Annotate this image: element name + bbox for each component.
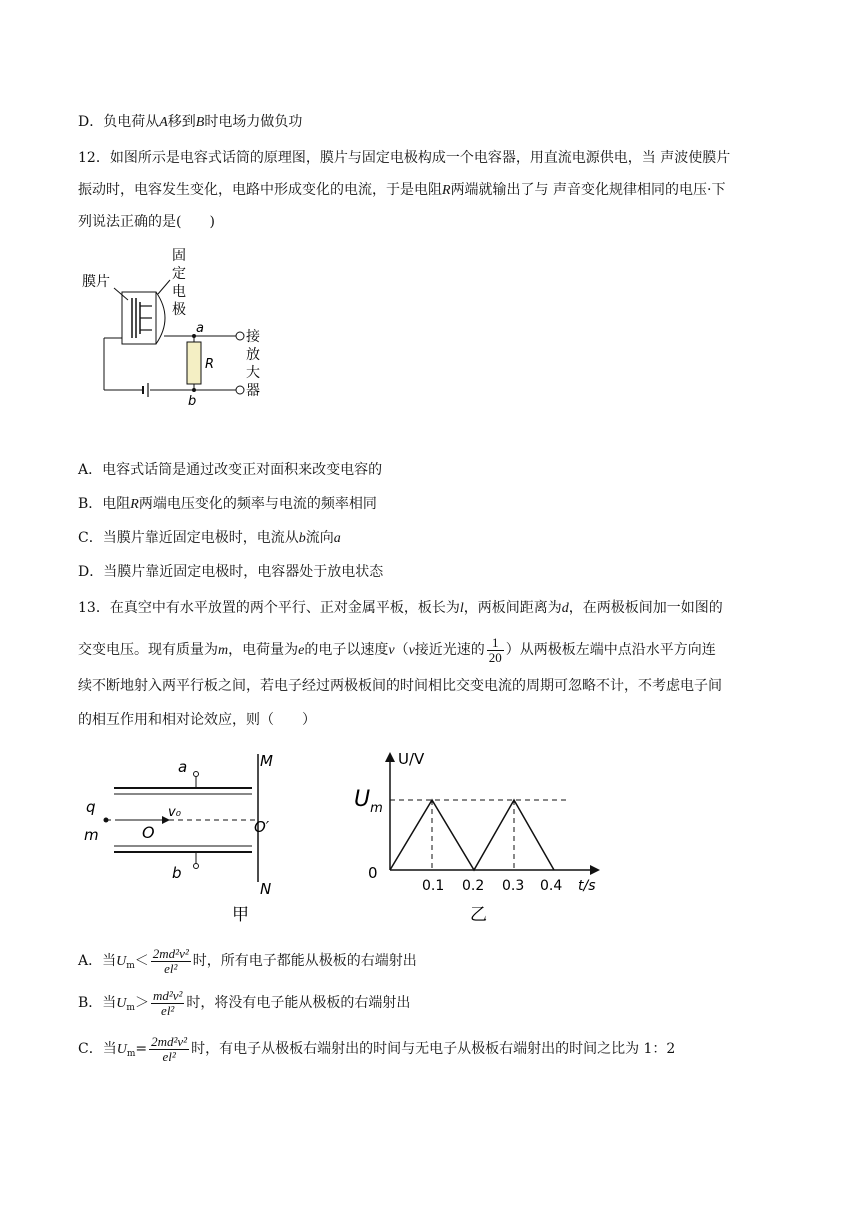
screen-M-label: M — [260, 752, 273, 770]
q13-stem-line1: 13．在真空中有水平放置的两个平行、正对金属平板，板长为l，两板间距离为d，在两极板间加一如图的 — [78, 600, 723, 616]
electrode-label-2: 定 — [172, 266, 186, 282]
tick-0-4: 0.4 — [540, 878, 563, 894]
node-b-label: b — [188, 394, 197, 409]
mass-m-label: m — [84, 826, 99, 844]
q13-stem-line4: 的相互作用和相对论效应，则（ ） — [78, 712, 316, 728]
um-label: $U_m$ — [354, 787, 383, 816]
amp-label-2: 放 — [246, 347, 260, 363]
amp-label-4: 器 — [246, 383, 260, 399]
q13-voltage-graph — [340, 748, 620, 928]
charge-q-label: q — [86, 798, 96, 816]
screen-N-label: N — [260, 880, 272, 898]
q12-option-c: C．当膜片靠近固定电极时，电流从b流向a — [78, 530, 341, 546]
q13-stem-line3: 续不断地射入两平行板之间，若电子经过两极板间的时间相比交变电流的周期可忽略不计，不考虑电子间 — [78, 678, 722, 694]
amp-label-3: 大 — [246, 365, 260, 381]
output-terminal-b — [236, 386, 244, 394]
fraction-1-20: $\frac{1}{20}$ — [488, 634, 502, 665]
plate-a-label: a — [178, 758, 188, 776]
tick-0-1: 0.1 — [422, 878, 445, 894]
q13-option-c: C．当$U_m=$ $\frac{\text{2md²v²}}{\text{el²}}$ 时，有电子从极板右端射出的时间与无电子从极板右端射出的时间之比为 1：2 — [78, 1033, 676, 1064]
voltage-waveform — [390, 800, 554, 870]
q12-stem-line1: 12．如图所示是电容式话筒的原理图，膜片与固定电极构成一个电容器，用直流电源供电，当 声波使膜片 — [78, 150, 731, 166]
q13-option-b: B．当$U_m>$ $\frac{\text{md²v²}}{\text{el²}}$ 时，将没有电子能从极板的右端射出 — [78, 987, 411, 1018]
x-axis-label: t/s — [578, 878, 596, 894]
node-a-label: a — [196, 321, 204, 336]
resistor-R — [187, 342, 201, 384]
q12-circuit-figure — [78, 244, 278, 414]
q13-plates-figure — [80, 748, 290, 928]
electrode-label-1: 固 — [172, 248, 186, 264]
q12-stem-line2: 振动时，电容发生变化，电路中形成变化的电流，于是电阻R两端就输出了与 声音变化规律相同的电压·下 — [78, 182, 726, 198]
membrane-label: 膜片 — [82, 274, 110, 290]
q11-option-d: D．负电荷从A移到B时电场力做负功 — [78, 114, 303, 130]
origin-label: 0 — [368, 864, 378, 882]
resistor-label: R — [205, 357, 215, 372]
velocity-label: v₀ — [168, 805, 181, 820]
electrode-label-3: 电 — [172, 284, 186, 300]
plate-b-label: b — [172, 864, 182, 882]
q13-option-a: A．当$U_m<$ $\frac{\text{2md²v²}}{\text{el²}}$ 时，所有电子都能从极板的右端射出 — [78, 945, 417, 976]
fig-yi-caption: 乙 — [470, 905, 487, 925]
q12-option-b: B．电阻R两端电压变化的频率与电流的频率相同 — [78, 496, 377, 512]
amp-label-1: 接 — [246, 329, 260, 345]
fig-jia-caption: 甲 — [232, 905, 249, 925]
y-axis-label: U/V — [398, 750, 425, 768]
frac-b: $\frac{\text{md²v²}}{\text{el²}}$ — [152, 987, 183, 1018]
frac-c: $\frac{\text{2md²v²}}{\text{el²}}$ — [151, 1033, 188, 1064]
electron-dot — [104, 818, 109, 823]
q12-option-d: D．当膜片靠近固定电极时，电容器处于放电状态 — [78, 564, 384, 580]
output-terminal-a — [236, 332, 244, 340]
q13-stem-line2: 交变电压。现有质量为m，电荷量为e的电子以速度v（v接近光速的 $\frac{1}{20}$ ）从两极板左端中点沿水平方向连 — [78, 634, 716, 665]
electrode-label-4: 极 — [172, 302, 186, 318]
origin-O-label: O — [142, 823, 155, 842]
point-O2-label: O′ — [254, 818, 270, 836]
q12-option-a: A．电容式话筒是通过改变正对面积来改变电容的 — [78, 462, 383, 478]
q12-stem-line3: 列说法正确的是( ) — [78, 214, 215, 230]
tick-0-3: 0.3 — [502, 878, 525, 894]
frac-a: $\frac{\text{2md²v²}}{\text{el²}}$ — [152, 945, 189, 976]
tick-0-2: 0.2 — [462, 878, 485, 894]
